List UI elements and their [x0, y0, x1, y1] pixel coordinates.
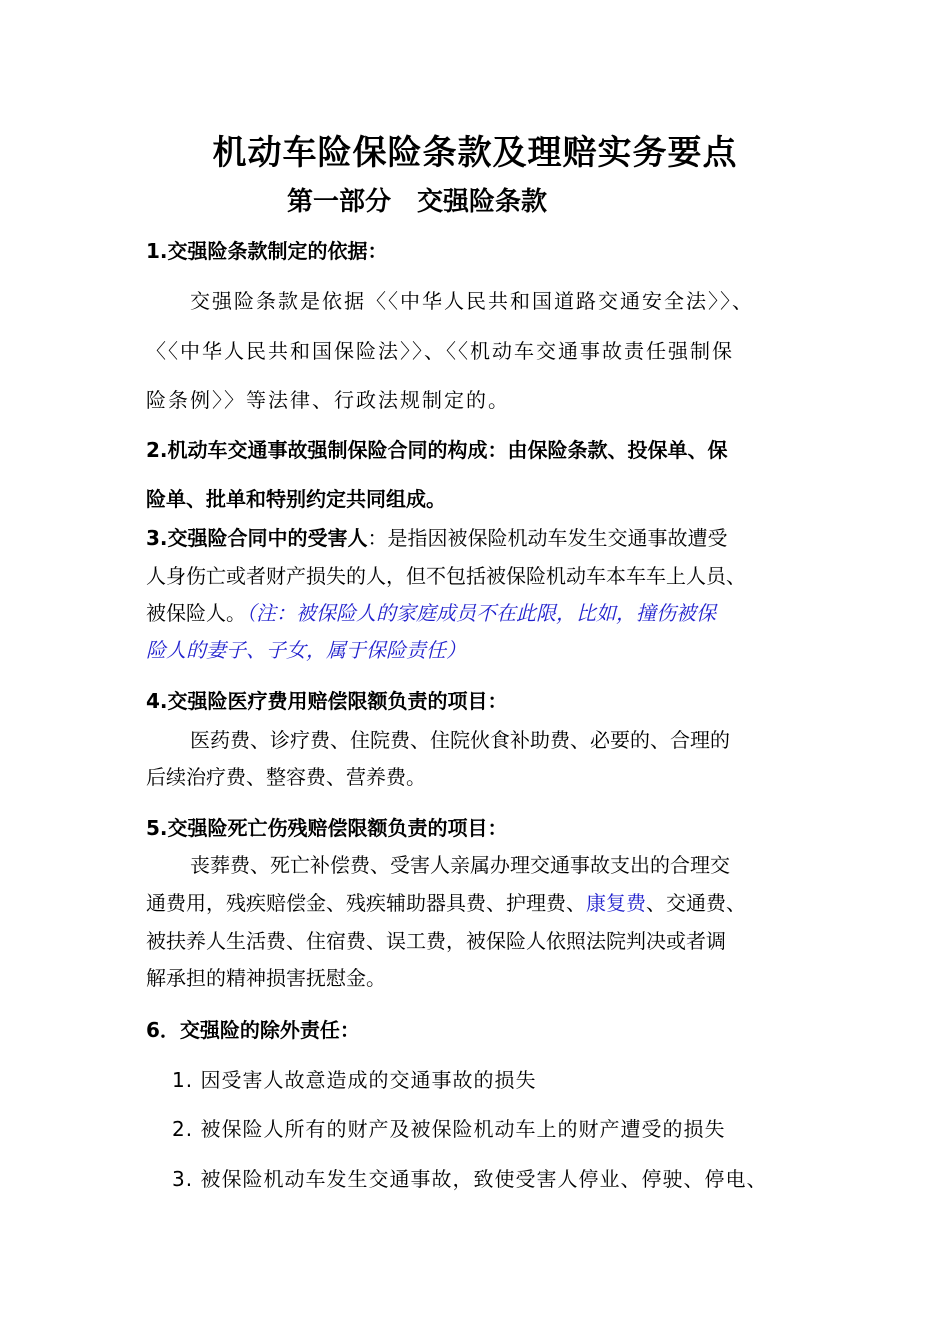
section-5-line-2	[146, 888, 746, 918]
section-2-line-1: 2.机动车交通事故强制保险合同的构成：由保险条款、投保单、保	[146, 438, 728, 462]
section-3-line-3	[146, 598, 716, 628]
section-1-heading: 1.交强险条款制定的依据：	[146, 239, 388, 263]
section-5-line-2-text-b: 、交通费、	[646, 891, 746, 915]
section-4-heading: 4.交强险医疗费用赔偿限额负责的项目：	[146, 689, 508, 713]
document-title: 机动车险保险条款及理赔实务要点	[212, 133, 738, 173]
section-2-line-2: 险单、批单和特别约定共同组成。	[146, 487, 446, 511]
section-3-line-1	[146, 523, 728, 553]
part-subtitle: 第一部分 交强险条款	[287, 187, 548, 217]
section-3-line-1-text: ：是指因被保险机动车发生交通事故遭受	[367, 526, 728, 550]
section-1-line-2: 〈〈中华人民共和国保险法〉〉、〈〈机动车交通事故责任强制保	[146, 339, 734, 363]
section-1-line-3: 险条例〉〉等法律、行政法规制定的。	[146, 388, 510, 412]
section-6-heading: 6．交强险的除外责任：	[146, 1018, 360, 1042]
section-5-line-2-text-a: 通费用，残疾赔偿金、残疾辅助器具费、护理费、	[146, 891, 586, 915]
section-3-note-end: 险人的妻子、子女，属于保险责任）	[146, 638, 466, 662]
section-3-line-3-text: 被保险人。	[146, 601, 246, 625]
section-4-line-1: 医药费、诊疗费、住院费、住院伙食补助费、必要的、合理的	[190, 728, 730, 752]
section-5-line-3: 被扶养人生活费、住宿费、误工费，被保险人依照法院判决或者调	[146, 929, 726, 953]
section-5-line-4: 解承担的精神损害抚慰金。	[146, 966, 386, 990]
section-3-note-start: （注：被保险人的家庭成员不在此限，比如，撞伤被保	[246, 601, 716, 625]
exclusion-item-2: 2. 被保险人所有的财产及被保险机动车上的财产遭受的损失	[172, 1117, 726, 1141]
exclusion-item-3: 3. 被保险机动车发生交通事故，致使受害人停业、停驶、停电、	[172, 1167, 768, 1191]
section-5-heading: 5.交强险死亡伤残赔偿限额负责的项目：	[146, 816, 508, 840]
section-5-line-1: 丧葬费、死亡补偿费、受害人亲属办理交通事故支出的合理交	[190, 853, 730, 877]
section-1-line-1: 交强险条款是依据〈〈中华人民共和国道路交通安全法〉〉、	[190, 289, 754, 313]
section-4-line-2: 后续治疗费、整容费、营养费。	[146, 765, 426, 789]
rehab-fee-highlight: 康复费	[586, 891, 646, 915]
section-3-line-2: 人身伤亡或者财产损失的人，但不包括被保险机动车本车车上人员、	[146, 564, 746, 588]
exclusion-item-1: 1. 因受害人故意造成的交通事故的损失	[172, 1068, 537, 1092]
section-3-heading: 3.交强险合同中的受害人	[146, 526, 368, 550]
